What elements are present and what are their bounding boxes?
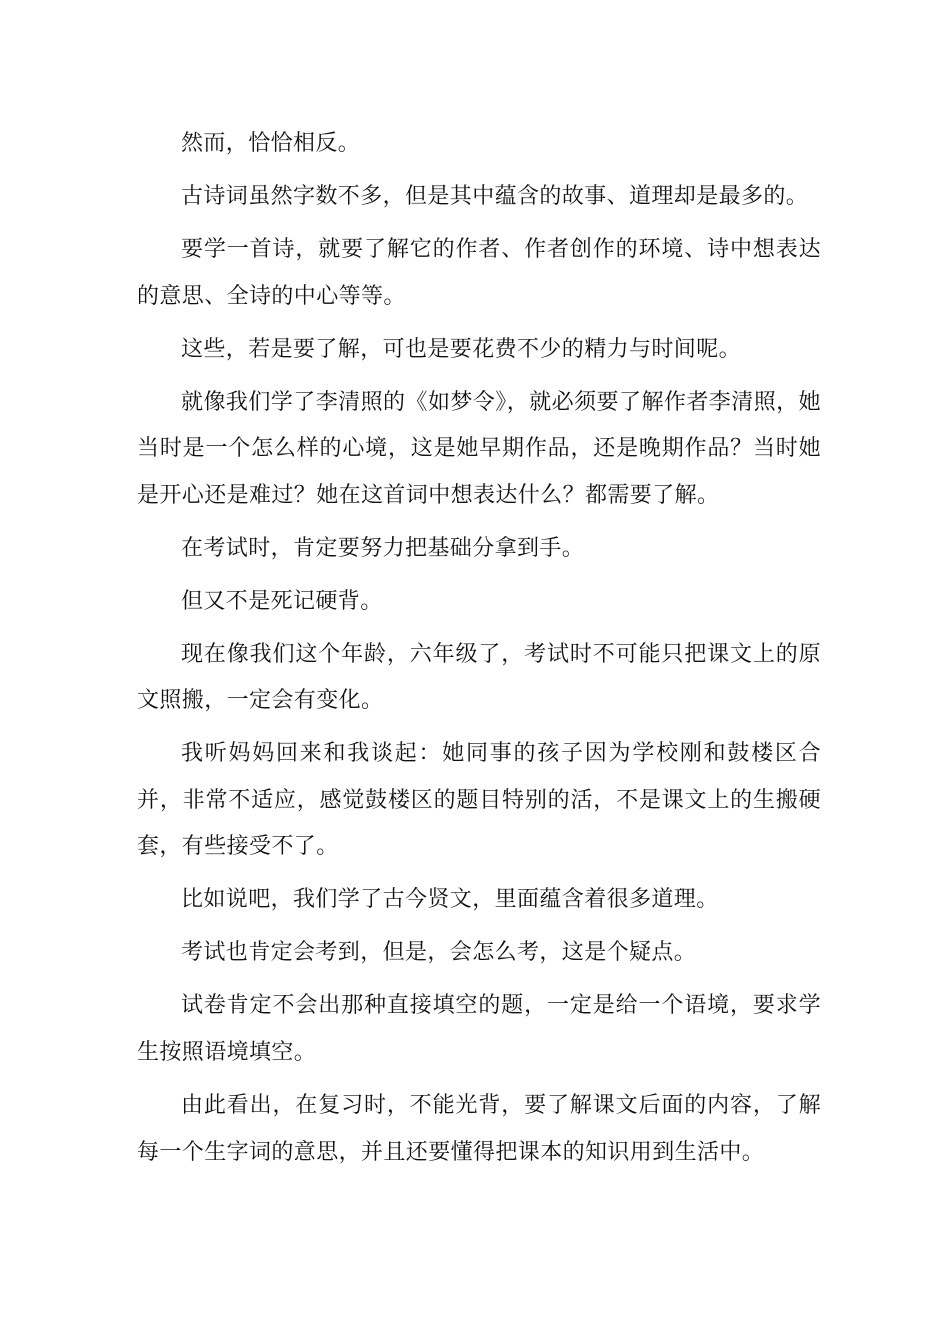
paragraph: 现在像我们这个年龄，六年级了，考试时不可能只把课文上的原文照搬，一定会有变化。 [137, 641, 821, 714]
paragraph: 由此看出，在复习时，不能光背，要了解课文后面的内容，了解每一个生字词的意思，并且还要懂得把课本的知识用到生活中。 [137, 1092, 821, 1165]
paragraph: 比如说吧，我们学了古今贤文，里面蕴含着很多道理。 [181, 887, 719, 913]
paragraph: 这些，若是要了解，可也是要花费不少的精力与时间呢。 [181, 336, 742, 362]
paragraph: 然而，恰恰相反。 [181, 131, 361, 156]
paragraph: 古诗词虽然字数不多，但是其中蕴含的故事、道理却是最多的。 [181, 183, 809, 209]
paragraph: 但又不是死记硬背。 [181, 588, 383, 614]
paragraph: 我听妈妈回来和我谈起：她同事的孩子因为学校刚和鼓楼区合并，非常不适应，感觉鼓楼区的题目特别的活，不是课文上的生搬硬套，有些接受不了。 [137, 741, 821, 860]
paragraph: 就像我们学了李清照的《如梦令》，就必须要了解作者李清照，她当时是一个怎么样的心境，这是她早期作品，还是晚期作品？当时她是开心还是难过？她在这首词中想表达什么？都需要了解。 [137, 389, 821, 508]
paragraph: 考试也肯定会考到，但是，会怎么考，这是个疑点。 [181, 940, 697, 966]
paragraph: 试卷肯定不会出那种直接填空的题，一定是给一个语境，要求学生按照语境填空。 [137, 993, 821, 1065]
paragraph: 在考试时，肯定要努力把基础分拿到手。 [181, 535, 585, 561]
document-body [137, 121, 821, 1183]
paragraph: 要学一首诗，就要了解它的作者、作者创作的环境、诗中想表达的意思、全诗的中心等等。 [137, 236, 821, 309]
